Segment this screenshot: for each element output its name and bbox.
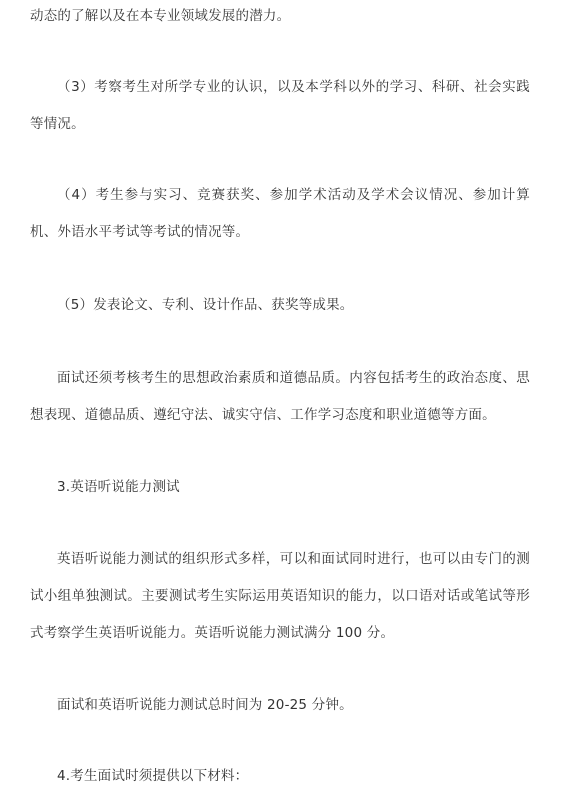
paragraph-item-4: （4）考生参与实习、竞赛获奖、参加学术活动及学术会议情况、参加计算机、外语水平考试等考试的情况等。 <box>30 187 530 240</box>
paragraph-interview-assessment: 面试还须考核考生的思想政治素质和道德品质。内容包括考生的政治态度、思想表现、道德品质、遵纪守法、诚实守信、工作学习态度和职业道德等方面。 <box>30 370 530 423</box>
section-heading-materials: 4.考生面试时须提供以下材料： <box>57 768 249 784</box>
paragraph-item-3: （3）考察考生对所学专业的认识，以及本学科以外的学习、科研、社会实践等情况。 <box>30 79 530 132</box>
paragraph-item-5: （5）发表论文、专利、设计作品、获奖等成果。 <box>57 297 354 313</box>
section-heading-english-test: 3.英语听说能力测试 <box>57 479 180 495</box>
paragraph-total-time: 面试和英语听说能力测试总时间为 20-25 分钟。 <box>57 697 353 713</box>
paragraph-english-test: 英语听说能力测试的组织形式多样，可以和面试同时进行，也可以由专门的测试小组单独测试。主要测试考生实际运用英语知识的能力，以口语对话或笔试等形式考察学生英语听说能力。英语听说能力测试满分 100 分。 <box>30 551 530 641</box>
paragraph-potential: 动态的了解以及在本专业领域发展的潜力。 <box>30 8 291 24</box>
